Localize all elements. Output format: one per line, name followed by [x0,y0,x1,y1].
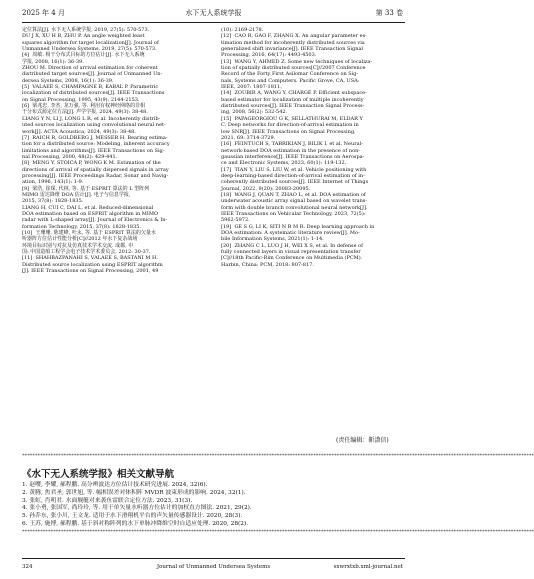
reference-line: ing, 2008, 56(2): 532-542. [221,109,288,116]
reference-line: ce and Electronic Systems, 2023, 60(1): 119-132. [221,160,347,167]
reference-line: work[J]. ACTA Acoustica, 2024, 49(3): 38-48. [22,128,136,135]
reference-line: 2021, 69: 3714-3729. [221,134,276,141]
reference-line: 国: 中国造船工程学会电子技术学术委员会, 2012: 30-37. [22,249,151,256]
related-article-item: 4. 张小勇, 张国军, 尚玲玲, 等. 用于单矢量水听器方位估计的加权直方图法. 2021, 29(2). [22,505,252,512]
reference-line: ation, 1996, 143(1): 1-9. [22,179,84,186]
reference-line: [C]//18th Pacific-Rim Conference on Multimedia (PCM). [221,255,363,262]
reference-line: [19] GE S G, LI K, SITI N B M R. Deep learning approach in [221,223,375,230]
reference-line: [7] RAICH R, GOLDBERG J, MESSER H. Bearing estima- [22,134,168,141]
reference-line: on Signal Processing, 1995, 43(9), 2144-2153. [22,96,140,103]
reference-line: LIANG H, CUI C, DAI L, et al. Reduced-dimensional [22,204,154,211]
reference-line: Journal, 2022, 9(20): 20083-20095. [221,185,311,192]
reference-line: squares algorithm for target localization[J]. Journal of [22,39,159,46]
reference-line: Distributed source localization using ESPRIT algorithm [22,261,163,268]
reference-line: [16] FEINTUCH S, TABRIKIAN J, BILIK I, et al. Neural- [221,141,363,148]
reference-line: [17] TIAN Y, LIU S, LIU W, et al. Vehicle positioning with [221,166,367,173]
star-divider-bottom: ***************************************************************************************************************************************************************************************************** [22,529,534,535]
reference-line: [13] WANG Y, AHMED Z. Some new techniques of localiza- [221,58,373,65]
related-article-item: 2. 黄腾, 焦君圣, 郭世旭, 等. 幅相误差对体积阵 MVDR 波束形成的影响. 2024, 32(1). [22,489,246,496]
reference-line: dersea Systems, 2008, 16(1): 36-39. [22,77,114,84]
reference-line: [15] PAPAGEORGIOU G K, SELLATHURAI M, ELDAR Y [221,115,363,122]
reference-line: bile Information Systems, 2021(1): 1-14. [221,236,324,243]
reference-line: IEEE, 2007: 1807-1811. [221,84,282,91]
reference-line: tion for a distributed source: Modeling, inherent accuracy [22,141,170,148]
reference-line: DOA estimation based on ESPRIT algorithm in MIMO [22,210,159,217]
reference-line: (10): 2169-2178. [221,27,264,33]
reference-line: DOA estimation: A systematic literature review[J]. Mo- [221,230,360,236]
reference-line: network-based DOA estimation in the presence of non- [221,147,361,154]
reference-line: fully connected layers in visual representation transfer [221,249,361,256]
related-articles-title: 《水下无人系统学报》相关文献导航 [22,469,175,480]
reference-line: nal Processing, 2000, 48(2): 429-441. [22,153,118,160]
related-article-item: 6. 王苏, 施博, 郝程鹏. 基于斜对称阵列的水下单脉冲降维空时自适应处理. 2020, 28(2). [22,520,249,527]
reference-line: coherently distributed sources[J]. IEEE Internet of Things [221,179,369,186]
reference-line: 听器阵方位估计性能分析[C]//2012 年水下复杂战场 [22,236,138,243]
reference-line: gaussian interference[J]. IEEE Transactions on Aerospa- [221,153,365,160]
editor-note: (责任编辑：靳潇信) [336,437,389,444]
reference-line: [9] 梁浩, 崔琛, 代林, 等. 基于 ESPRIT 算法的 L 型阵列 [22,185,150,192]
journal-english-name: Journal of Unmanned Undersea Systems [156,564,271,570]
reference-line: [5] VALAEE S, CHAMPAGNE B, KABAL P. Parametric [22,84,159,91]
reference-line: 定位算法[J]. 水下无人系统学报, 2019, 27(5): 570-573. [22,27,150,33]
reference-line: [J]. IEEE Transactions on Signal Processing, 2001, 49 [22,268,159,275]
star-divider-top: ***************************************************************************************************************************************************************************************************** [22,453,534,459]
journal-url: sxwrxtxb.xml-journal.net [333,564,403,570]
reference-line: uted sources localization using convolutional neural net- [22,122,166,129]
reference-line: LIANG Y N, LI J, LONG L R, et al. Incoherently distrib- [22,115,161,122]
reference-line: processing[J]. IEEE Proceedings Radar, Sonar and Navig- [22,172,169,179]
page-footer [0,562,427,572]
reference-line: 干分布式源定位方法[J]. 声学学报, 2024, 49(3): 38-48. [22,109,148,116]
related-article-item: 1. 赵嘤, 李耀, 郝程鹏. 高分辨波达方位估计技术研究进展. 2024, 32(6). [22,482,208,488]
reference-line: Processing, 2016, 64(17): 4493-4503. [221,52,317,59]
reference-line: [6] 梁兆忠, 李杰, 龙万强, 等. 利用有权神经网络的非相 [22,103,145,110]
reference-line: localization of distributed sources[J]. IEEE Transactions [22,90,165,97]
running-header [0,6,427,20]
reference-line: generalized shift invariance[J]. IEEE Transaction Signal [221,46,364,53]
related-articles-list [22,482,252,529]
reference-line: Harbin, China: PCM, 2018: 807-817. [221,261,314,268]
reference-line: 学报, 2008, 16(1): 36-39. [22,58,84,65]
reference-line: [4] 周敏. 相干分布式目标的方位估计[J]. 水下无人系统 [22,52,145,59]
reference-line: Record of the Forty First Asilomar Conference on Sig- [221,71,359,78]
reference-line: distributed target sources[J]. Journal of Unmanned Un- [22,71,163,78]
journal-title: 水下无人系统学报 [185,9,242,17]
references-right-column [221,27,407,268]
page-number: 324 [22,564,33,570]
reference-line: MIMO 雷达降维 DOA 估计[J]. 电子与信息学报, [22,191,131,198]
header-rule [22,22,405,23]
reference-line: Unmanned Undersea Systems, 2019, 27(5): 570-573. [22,46,157,53]
reference-line: underwater acoustic array signal based on wavelet trans- [221,198,368,205]
reference-line: 2015, 37(8): 1828-1835. [22,198,84,205]
reference-line: formation Technology, 2015, 37(8): 1828-1835. [22,223,142,230]
reference-line: timation method for incoherently distributed sources via [221,39,365,46]
related-article-item: 3. 张虹, 肖明君. 水面舰艇对来袭鱼雷联合定位方法. 2023, 31(3). [22,497,193,504]
reference-line: distributed sources[J]. IEEE Transaction Signal Process- [221,103,365,110]
reference-line: form with double branch convolutional neural network[J]. [221,204,368,211]
related-article-item: 5. 孙乔东, 张小川, 王文龙. 适用于水下滑翔机平台的声矢量传感器设计. 2020, 28(3). [22,513,243,520]
issue-date: 2025 年 4 月 [22,9,65,17]
reference-line: ZHOU M. Direction of arrival estimation for coherent [22,65,158,72]
reference-line: [12] CAO R, GAO F, ZHANG X. An angular parameter es- [221,33,367,40]
reference-line: low SNR[J]. IEEE Transactions on Signal Processing, [221,128,356,135]
reference-line: tion of spatially distributed sources[C]//2007 Conference [221,65,366,72]
reference-line: [8] MENG Y, STOICA P, WONG K M. Estimation of the [22,160,161,167]
reference-line: 5962-5972. [221,217,250,224]
reference-line: deep-learning-based direction-of-arrival estimation of in- [221,172,365,179]
references-left-column [22,27,212,274]
reference-line: [18] WANG J, QUAN T, ZHAO L, et al. DOA estimation of [221,191,366,198]
volume-number: 第 33 卷 [375,9,403,17]
reference-line: C. Deep networks for direction-of-arrival estimation in [221,122,359,129]
reference-line: IEEE Transactions on Vehicular Technology, 2023, 72(5): [221,210,366,217]
reference-line: limitations and algorithms[J]. IEEE Transactions on Sig- [22,147,165,154]
reference-line: nals, Systems and Computers. Pacific Grove, CA, USA: [221,77,360,84]
reference-line: directions of arrival of spatially dispersed signals in array [22,166,169,173]
footer-rule [22,558,405,559]
reference-line: [11] SHAHBAZPANAHI S, VALAEE S, BASTANI M H. [22,255,158,262]
reference-line: [20] ZHANG C L, LUO J H, WEI X S, et al. In defense of [221,242,364,249]
reference-line: DU J X, XU H B, ZHU P. An angle weighted least [22,33,145,40]
reference-line: based estimator for localization of multiple incoherently [221,96,364,103]
reference-line: [10] 王珊珊, 陈建峰, 叶永, 等. 基于 ESPRIT 算法的欠量水 [22,230,156,236]
reference-line: [14] ZOUBIR A, WANG Y, CHARGÉ P. Efficient subspace- [221,90,367,97]
reference-line: radar with L-shaped array[J]. Journal of Electronics & In- [22,217,168,224]
reference-line: 环境目标识别与对抗及仿真技术学术交流. 成都, 中 [22,242,134,249]
